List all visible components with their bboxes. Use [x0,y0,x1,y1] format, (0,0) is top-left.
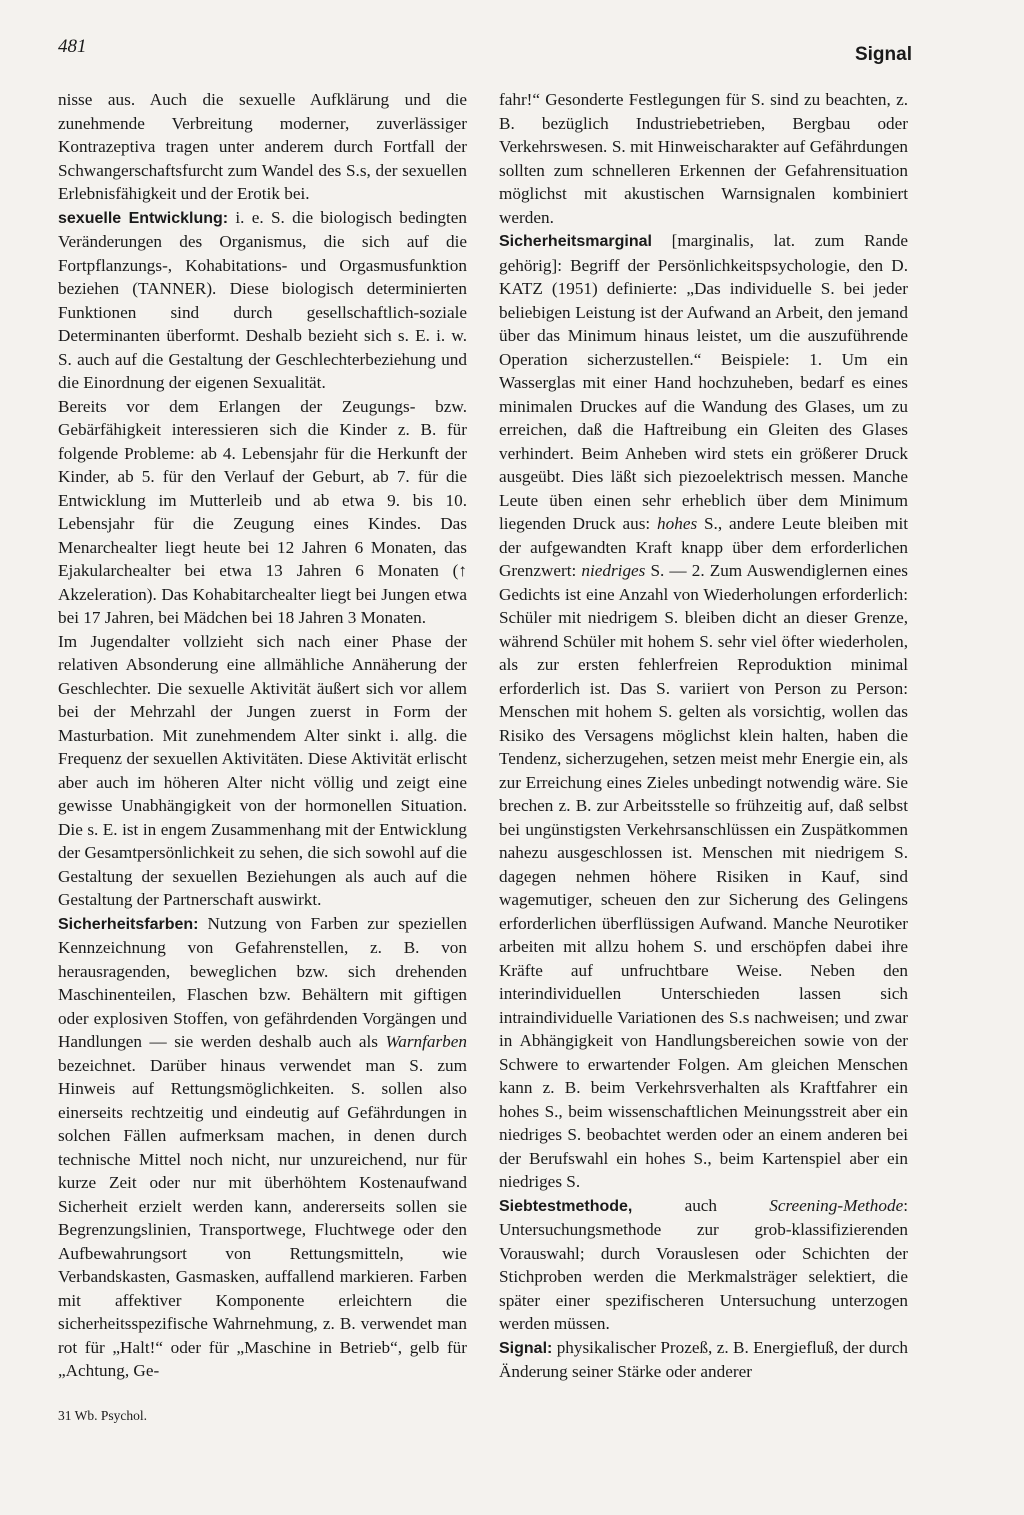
paragraph-text: Nutzung von Farben zur speziellen Kennzeichnung von Gefahrenstellen, z. B. von herausragenden, beweglichen bzw. sich drehenden Maschinenteilen, Flaschen bzw. Behältern mit giftigen oder explosiven Stoffen, von gefährdenden Vorgängen und Handlungen — sie werden deshalb auch als [58,913,467,1051]
entry-term: Sicherheitsfarben: [58,915,199,933]
paragraph-text: physikalischer Prozeß, z. B. Energiefluß, der durch Änderung seiner Stärke oder anderer [499,1337,908,1381]
entry-siebtestmethode [499,1194,908,1336]
entry-signal [499,1336,908,1384]
paragraph [58,395,467,630]
entry-term: Signal: [499,1339,553,1357]
paragraph-text: S. — 2. Zum Auswendiglernen eines Gedichts ist eine Anzahl von Wiederholungen erforderlich: Schüler mit niedrigem S. bleiben dicht an dieser Grenze, während Schüler mit hohem S. sehr viel öfter wiederholen, als zur ersten fehlerfreien Reproduktion minimal erforderlich ist. Das S. variiert von Person zu Person: Menschen mit hohem S. gelten als vorsichtig, wollen das Risiko des Versagens möglichst klein halten, haben die Tendenz, sicherzugehen, setzen meist mehr Energie ein, als zur Erreichung eines Zieles unbedingt notwendig wäre. Sie brechen z. B. zur Arbeitsstelle so frühzeitig auf, daß selbst bei ungünstigsten Verkehrsanschlüssen ein Zuspätkommen nahezu ausgeschlossen ist. Menschen mit niedrigem S. dagegen nehmen höhere Risiken in Kauf, sind wagemutiger, scheuen den zur Sicherung des Gelingens erforderlichen überflüssigen Aufwand. Manche Neurotiker arbeiten mit allzu hohem S. und erschöpfen dabei ihre Kräfte auf unfruchtbare Weise. Neben den interindividuellen Unterschieden lassen sich intraindividuelle Variationen des S.s nachweisen; und zwar in Abhängigkeit von Handlungsbereichen sowie von der Schwere to erwartender Folgen. Am gleichen Menschen kann z. B. beim Verkehrsverhalten als Kraftfahrer ein hohes S., beim wissenschaftlichen Meinungsstreit aber ein niedriges S. beobachtet werden oder an einem anderen bei der Berufswahl ein hohes S., beim Kartenspiel aber ein niedriges S. [499,561,908,1191]
entry-term: Siebtestmethode, [499,1197,633,1215]
italic-term: hohes [657,514,698,533]
entry-sexuelle-entwicklung [58,206,467,395]
entry-sicherheitsmarginal [499,229,908,1194]
paragraph-text: bezeichnet. Darüber hinaus verwendet man S. zum Hinweis auf Rettungsmöglichkeiten. S. sollen also einerseits rechtzeitig und eindeutig auf Gefährdungen in solchen Fällen aufmerksam machen, in denen durch technische Mittel noch nicht, nur unzureichend, nur für kurze Zeit oder nur mit überhöhtem Kostenaufwand Sicherheit erzielt werden kann, andererseits sollen sie Begrenzungslinien, Transportwege, Fluchtwege oder den Aufbewahrungsort von Rettungsmitteln, wie Verbandskasten, Gasmasken, auffallend markieren. Farben mit affektiver Komponente erleichtern die sicherheitsspezifische Wahrnehmung, z. B. verwendet man rot für „Halt!“ oder für „Maschine in Betrieb“, gelb für „Achtung, Ge- [58,1055,467,1380]
italic-term: Warnfarben [385,1032,467,1051]
paragraph-text: Im Jugendalter vollzieht sich nach einer Phase der relativen Absonderung eine allmähliche Annäherung der Geschlechter. Die sexuelle Aktivität äußert sich vor allem bei der Mehrzahl der Jungen zuerst in Form der Masturbation. Mit zunehmendem Alter sinkt i. allg. die Frequenz der sexuellen Aktivitäten. Diese Aktivität erlischt aber auch im höheren Alter nicht völlig und zeigt eine gewisse Unabhängigkeit von der hormonellen Situation. Die s. E. ist in engem Zusammenhang mit der Entwicklung der Gesamtpersönlichkeit zu sehen, die sich sowohl auf die Gestaltung der sexuellen Beziehungen als auch auf die Gestaltung der Partnerschaft auswirkt. [58,631,467,909]
right-column [499,88,908,1388]
paragraph [58,88,467,206]
italic-term: niedriges [581,561,646,580]
paragraph-text: i. e. S. die biologisch bedingten Veränderungen des Organismus, die sich auf die Fortpflanzungs-, Kohabitations- und Orgasmusfunktion beziehen (TANNER). Diese biologisch determinierten Funktionen sind durch gesellschaftlich-soziale Determinanten überformt. Deshalb bezieht sich s. E. i. w. S. auch auf die Gestaltung der Geschlechterbeziehung und die Einordnung der eigenen Sexualität. [58,207,468,392]
italic-term: Screening-Methode [769,1195,904,1215]
paragraph-text: Bereits vor dem Erlangen der Zeugungs- bzw. Gebärfähigkeit interessieren sich die Kinder z. B. für folgende Probleme: ab 4. Lebensjahr für die Herkunft der Kinder, ab 5. für den Verlauf der Geburt, ab 7. für die Entwicklung im Mutterleib und ab etwa 9. bis 10. Lebensjahr für die Zeugung eines Kindes. Das Menarchealter liegt heute bei 12 Jahren 6 Monaten, das Ejakularchealter bei etwa 13 Jahren 6 Monaten (↑ Akzeleration). Das Kohabitarchealter liegt bei Jungen etwa bei 17 Jahren, bei Mädchen bei 18 Jahren 3 Monaten. [58,396,467,627]
entry-term: sexuelle Entwicklung: [58,209,229,227]
entry-sicherheitsfarben [58,912,467,1383]
left-column [58,88,467,1388]
paragraph [58,630,467,912]
paragraph-text: auch [632,1195,770,1215]
footer-signature: 31 Wb. Psychol. [58,1408,148,1423]
paragraph-text: nisse aus. Auch die sexuelle Aufklärung und die zunehmende Verbreitung moderner, zuverlässiger Kontrazeptiva tragen unter anderem durch Fortfall der Schwangerschaftsfurcht zum Wandel des S.s, der sexuellen Erlebnisfähigkeit und der Erotik bei. [58,90,467,203]
paragraph-text: S., andere Leute bleiben mit der aufgewandten Kraft knapp über dem erforderlichen Grenzwert: [499,514,909,580]
paragraph [499,88,908,229]
paragraph-text: fahr!“ Gesonderte Festlegungen für S. sind zu beachten, z. B. bezüglich Industriebetrieben, Bergbau oder Verkehrswesen. S. mit Hinweischarakter auf Gefährdungen sollten zum schnelleren Erkennen der Gefahrensituation möglichst mit akustischen Warnsignalen kombiniert werden. [499,90,908,227]
running-head: Signal [854,44,912,65]
entry-term: Sicherheitsmarginal [499,233,652,250]
text-columns [58,88,908,1388]
paragraph-text: [marginalis, lat. zum Rande gehörig]: Begriff der Persönlichkeitspsychologie, den D. KATZ (1951) definierte: „Das individuelle S. bei jeder beliebigen Leistung ist der Aufwand an Arbeit, den jemand über das Minimum hinaus leistet, um die auszuführende Operation sicherzustellen.“ Beispiele: 1. Um ein Wasserglas mit einer Hand hochzuheben, bedarf es eines minimalen Druckes auf die Wandung des Glases, um zu erreichen, daß die Haftreibung ein Gleiten des Glases verhindert. Beim Anheben wird stets ein größerer Druck ausgeübt. Dies läßt sich piezoelektrisch messen. Manche Leute üben einen sehr erheblich über dem Minimum liegenden Druck aus: [499,231,908,533]
paragraph-text: : Untersuchungsmethode zur grob-klassifizierenden Vorauswahl; durch Vorauslesen oder Schichten der Stichproben werden die Merkmalsträger selektiert, die später einer spezifischeren Untersuchung unterzogen werden müssen. [499,1195,908,1333]
page-number: 481 [58,36,87,57]
